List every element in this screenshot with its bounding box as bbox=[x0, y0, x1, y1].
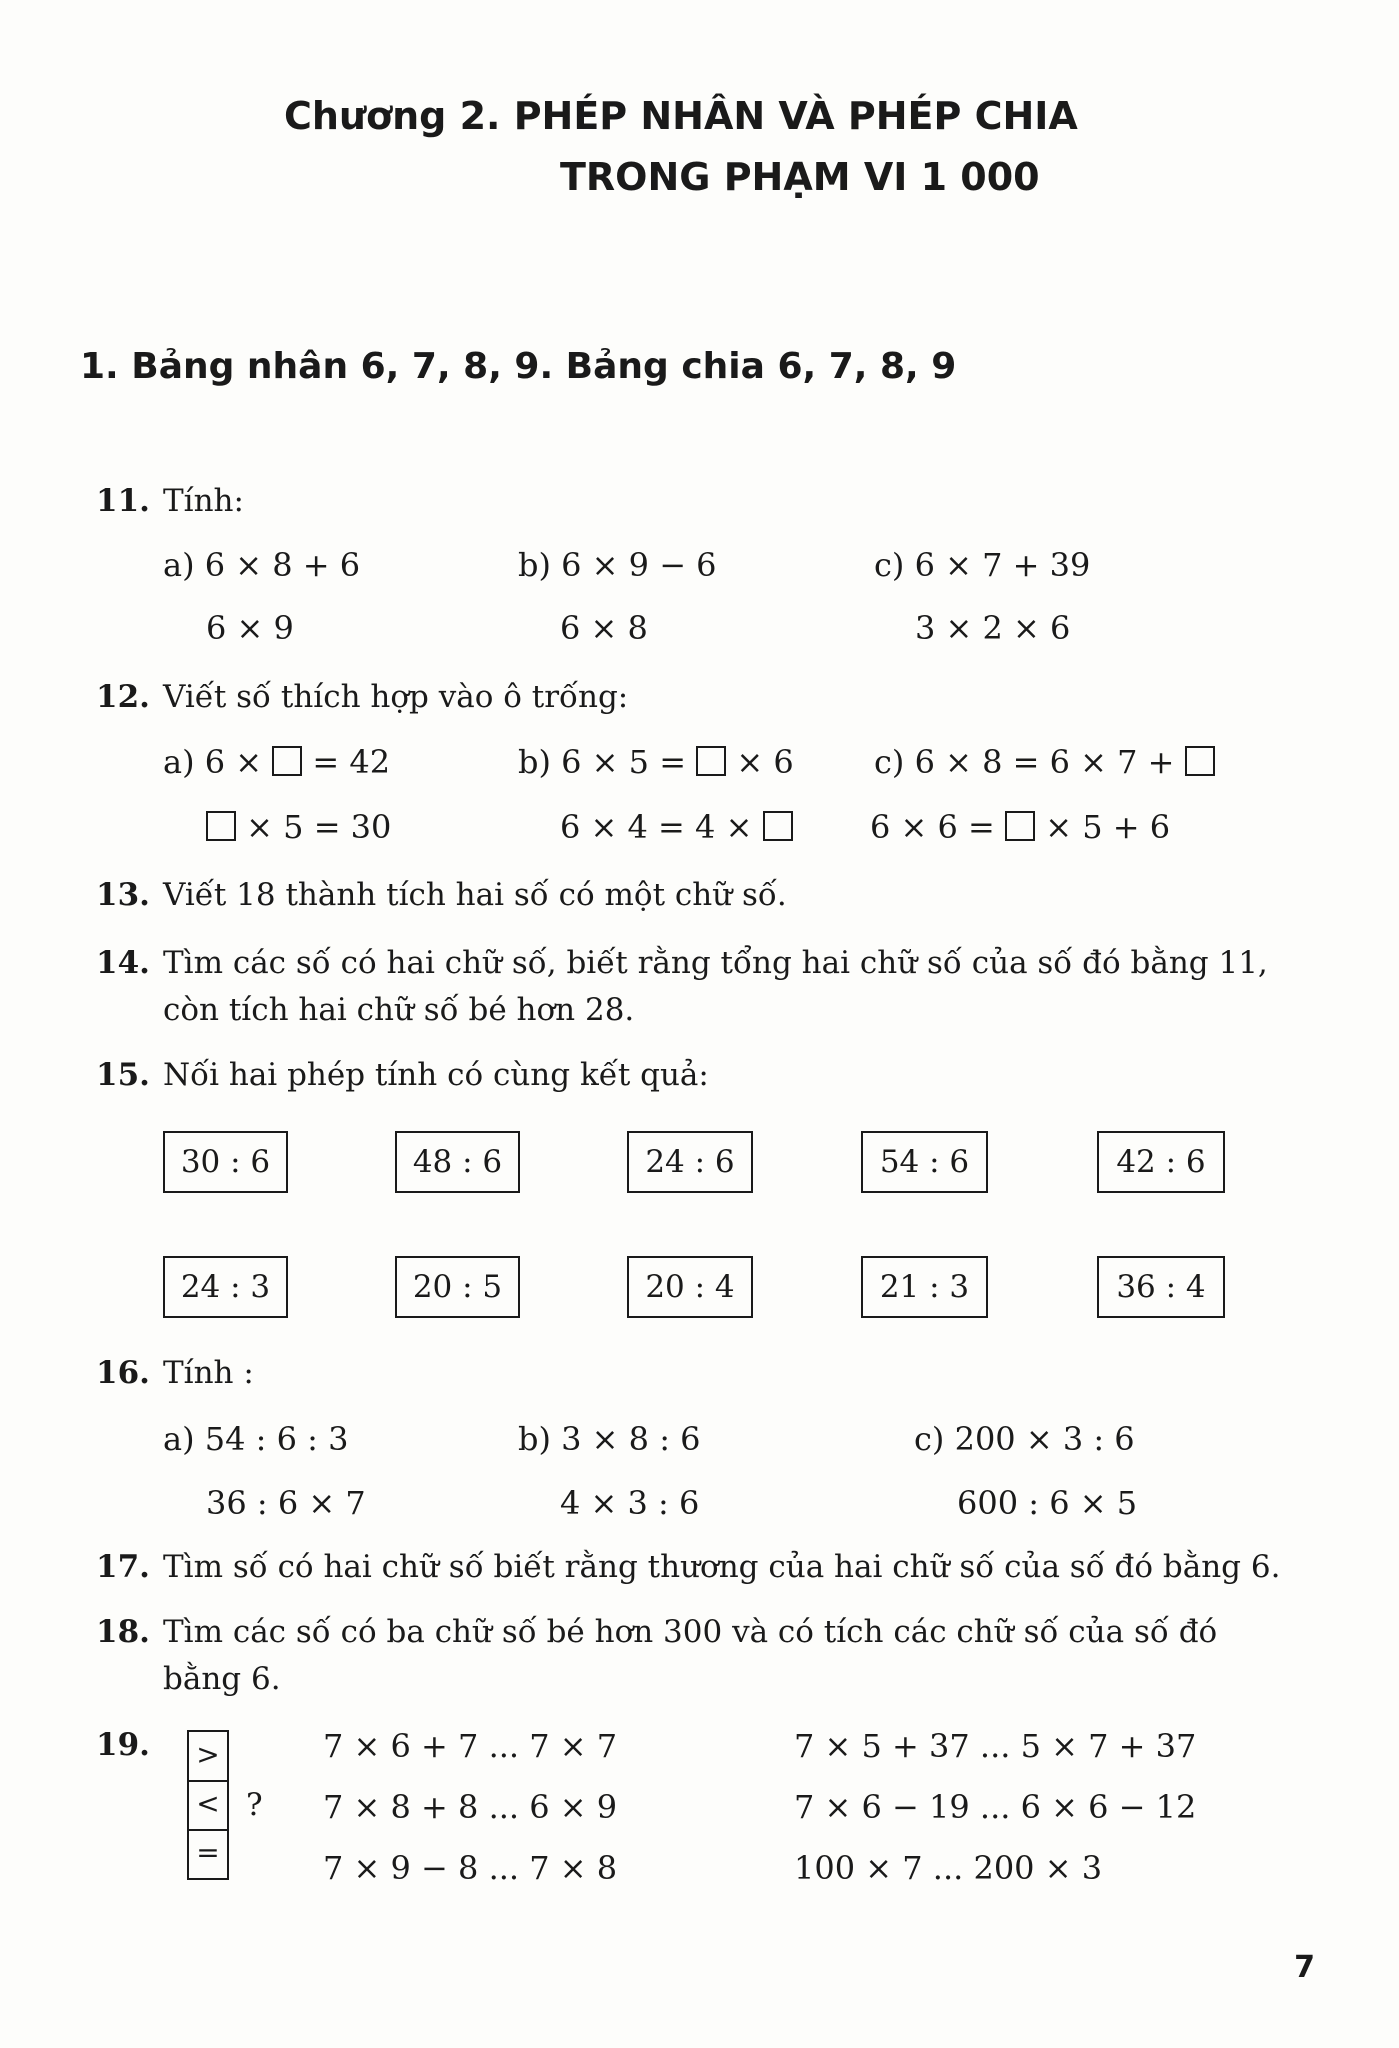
exercise-text-line2: bằng 6. bbox=[163, 1661, 281, 1697]
operation-card[interactable]: 24 : 3 bbox=[163, 1256, 288, 1318]
chapter-title-line2: TRONG PHẠM VI 1 000 bbox=[560, 155, 1040, 199]
exercise-number: 19. bbox=[96, 1727, 150, 1763]
comparison-left-2[interactable]: 7 × 8 + 8 ... 6 × 9 bbox=[323, 1788, 618, 1826]
exercise-instruction: Tính: bbox=[163, 483, 244, 519]
comparison-left-1[interactable]: 7 × 6 + 7 ... 7 × 7 bbox=[323, 1727, 618, 1765]
chapter-title-line1: Chương 2. PHÉP NHÂN VÀ PHÉP CHIA bbox=[284, 94, 1078, 138]
exercise-number: 14. bbox=[96, 945, 150, 981]
expression-b2: 4 × 3 : 6 bbox=[560, 1484, 700, 1522]
operation-card[interactable]: 20 : 5 bbox=[395, 1256, 520, 1318]
comparison-right-2[interactable]: 7 × 6 − 19 ... 6 × 6 − 12 bbox=[794, 1788, 1197, 1826]
equation-c2: 6 × 6 = × 5 + 6 bbox=[870, 808, 1171, 846]
equation-a1: a) 6 × = 42 bbox=[163, 743, 391, 781]
answer-box[interactable] bbox=[1005, 811, 1035, 841]
exercise-number: 16. bbox=[96, 1355, 150, 1391]
comparison-right-3[interactable]: 100 × 7 ... 200 × 3 bbox=[794, 1849, 1103, 1887]
operation-card[interactable]: 42 : 6 bbox=[1097, 1131, 1225, 1193]
expression-c1: c) 6 × 7 + 39 bbox=[874, 546, 1091, 584]
expression-b2: 6 × 8 bbox=[560, 609, 648, 647]
operation-card[interactable]: 36 : 4 bbox=[1097, 1256, 1225, 1318]
equation-a2: × 5 = 30 bbox=[206, 808, 391, 846]
equation-b2: 6 × 4 = 4 × bbox=[560, 808, 793, 846]
greater-than-symbol: > bbox=[196, 1738, 220, 1771]
operation-card[interactable]: 20 : 4 bbox=[627, 1256, 753, 1318]
operation-card[interactable]: 30 : 6 bbox=[163, 1131, 288, 1193]
equation-c1: c) 6 × 8 = 6 × 7 + bbox=[874, 743, 1215, 781]
expression-c2: 600 : 6 × 5 bbox=[957, 1484, 1138, 1522]
expression-c1: c) 200 × 3 : 6 bbox=[914, 1420, 1135, 1458]
expression-a2: 6 × 9 bbox=[206, 609, 294, 647]
answer-box[interactable] bbox=[206, 811, 236, 841]
comparison-symbols-box bbox=[187, 1730, 229, 1880]
exercise-number: 12. bbox=[96, 679, 150, 715]
answer-box[interactable] bbox=[1185, 746, 1215, 776]
operation-card[interactable]: 54 : 6 bbox=[861, 1131, 988, 1193]
exercise-instruction: Viết 18 thành tích hai số có một chữ số. bbox=[163, 877, 787, 913]
operation-card[interactable]: 24 : 6 bbox=[627, 1131, 753, 1193]
exercise-text-line1: Tìm các số có ba chữ số bé hơn 300 và có tích các chữ số của số đó bbox=[163, 1614, 1218, 1650]
exercise-text-line1: Tìm các số có hai chữ số, biết rằng tổng hai chữ số của số đó bằng 11, bbox=[163, 945, 1268, 981]
comparison-right-1[interactable]: 7 × 5 + 37 ... 5 × 7 + 37 bbox=[794, 1727, 1197, 1765]
question-mark: ? bbox=[246, 1787, 263, 1823]
answer-box[interactable] bbox=[272, 746, 302, 776]
expression-b1: b) 6 × 9 − 6 bbox=[518, 546, 717, 584]
less-than-symbol: < bbox=[196, 1787, 220, 1820]
exercise-number: 11. bbox=[96, 483, 150, 519]
expression-a1: a) 54 : 6 : 3 bbox=[163, 1420, 349, 1458]
comparison-left-3[interactable]: 7 × 9 − 8 ... 7 × 8 bbox=[323, 1849, 618, 1887]
equation-b1: b) 6 × 5 = × 6 bbox=[518, 743, 794, 781]
exercise-text-line2: còn tích hai chữ số bé hơn 28. bbox=[163, 992, 635, 1028]
answer-box[interactable] bbox=[763, 811, 793, 841]
exercise-number: 18. bbox=[96, 1614, 150, 1650]
operation-card[interactable]: 21 : 3 bbox=[861, 1256, 988, 1318]
expression-b1: b) 3 × 8 : 6 bbox=[518, 1420, 701, 1458]
equals-symbol: = bbox=[196, 1836, 220, 1869]
expression-a2: 36 : 6 × 7 bbox=[206, 1484, 366, 1522]
exercise-number: 13. bbox=[96, 877, 150, 913]
answer-box[interactable] bbox=[696, 746, 726, 776]
exercise-instruction: Tính : bbox=[163, 1355, 254, 1391]
expression-a1: a) 6 × 8 + 6 bbox=[163, 546, 361, 584]
expression-c2: 3 × 2 × 6 bbox=[915, 609, 1071, 647]
exercise-number: 17. bbox=[96, 1549, 150, 1585]
exercise-instruction: Nối hai phép tính có cùng kết quả: bbox=[163, 1057, 709, 1093]
exercise-number: 15. bbox=[96, 1057, 150, 1093]
exercise-instruction: Tìm số có hai chữ số biết rằng thương của hai chữ số của số đó bằng 6. bbox=[163, 1549, 1281, 1585]
section-title: 1. Bảng nhân 6, 7, 8, 9. Bảng chia 6, 7, 8, 9 bbox=[80, 346, 957, 387]
page-number: 7 bbox=[1294, 1950, 1315, 1985]
operation-card[interactable]: 48 : 6 bbox=[395, 1131, 520, 1193]
exercise-instruction: Viết số thích hợp vào ô trống: bbox=[163, 679, 629, 715]
